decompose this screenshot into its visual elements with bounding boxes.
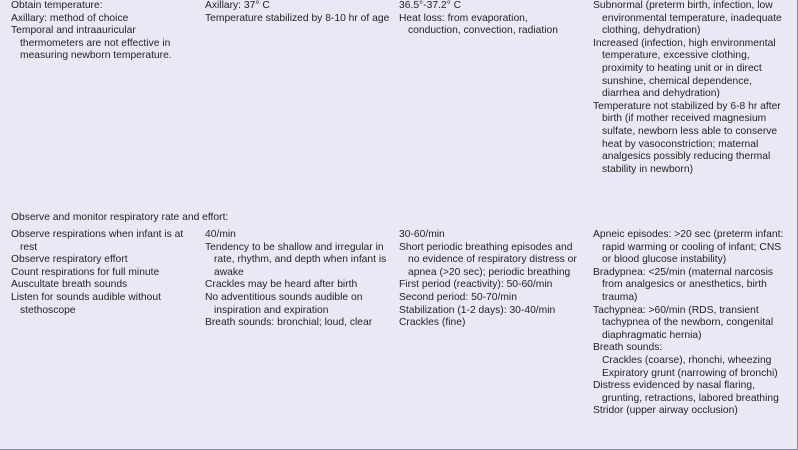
respiration-normal-value: Short periodic breathing episodes and no evidence of respiratory distress or apnea (>20 sec); periodic breathing	[399, 241, 577, 278]
respiration-deviation: Apneic episodes: >20 sec (preterm infant: rapid warming or cooling of infant; CNS or blood glucose instability)	[593, 229, 784, 266]
temperature-normal-value: 36.5°-37.2° C	[399, 0, 462, 11]
respiration-normal-value: 30-60/min	[399, 229, 445, 240]
respiration-normal-value: Stabilization (1-2 days): 30-40/min	[399, 304, 556, 316]
temperature-deviation: Increased (infection, high environmental temperature, excessive clothing, proximity to heating unit or in direct sunshine, chemical dependence, diarrhea and dehydration)	[593, 37, 776, 100]
respiration-deviation: Distress evidenced by nasal flaring, grunting, retractions, labored breathing	[593, 380, 779, 404]
respiration-deviation: Tachypnea: >60/min (RDS, transient tachypnea of the newborn, congenital diaphragmatic hernia)	[593, 304, 774, 341]
respiration-assessment-item: Auscultate breath sounds	[11, 279, 128, 291]
respiration-normal-value: Second period: 50-70/min	[399, 291, 517, 303]
temperature-assessment-column	[11, 0, 196, 63]
temperature-finding: Axillary: 37° C	[205, 0, 270, 11]
temperature-deviations-column	[593, 0, 788, 176]
respiration-assessment-item: Count respirations for full minute	[11, 266, 160, 278]
respiration-finding: No adventitious sounds audible on inspiration and expiration	[205, 291, 363, 316]
respiration-deviation-subitem: Expiratory grunt (narrowing of bronchi)	[602, 367, 778, 379]
respiration-deviation: Breath sounds:	[593, 342, 663, 354]
respiration-normal-value: First period (reactivity): 50-60/min	[399, 279, 553, 291]
respiration-deviation: Stridor (upper airway occlusion)	[593, 405, 738, 417]
respiration-assessment-item: Observe respiratory effort	[11, 254, 128, 266]
respiration-normal-value: Crackles (fine)	[399, 317, 466, 329]
temperature-findings-column	[205, 0, 390, 25]
respiration-assessment-column	[11, 229, 196, 317]
respiration-finding: 40/min	[205, 229, 236, 240]
respiration-normal-column	[399, 229, 577, 330]
temperature-normal-column	[399, 0, 577, 38]
temperature-assessment-item: Temporal and intraauricular thermometers are not effective in measuring newborn temperature.	[11, 25, 172, 62]
respiration-deviation: Bradypnea: <25/min (maternal narcosis from analgesics or anesthetics, birth trauma)	[593, 266, 773, 303]
respiration-finding: Breath sounds: bronchial; loud, clear	[205, 317, 373, 329]
temperature-assessment-heading: Obtain temperature:	[11, 0, 103, 11]
respiration-assessment-item: Observe respirations when infant is at rest	[11, 229, 184, 253]
temperature-assessment-item: Axillary: method of choice	[11, 12, 129, 24]
respiration-finding: Tendency to be shallow and irregular in rate, rhythm, and depth when infant is awake	[205, 241, 387, 278]
temperature-finding: Temperature stabilized by 8-10 hr of age	[205, 12, 390, 24]
temperature-deviation: Subnormal (preterm birth, infection, low environmental temperature, inadequate clothing, dehydration)	[593, 0, 782, 37]
respiration-findings-column	[205, 229, 390, 330]
respiration-finding: Crackles may be heard after birth	[205, 279, 358, 291]
respiration-heading: Observe and monitor respiratory rate and effort:	[11, 212, 229, 223]
respiration-deviations-column	[593, 229, 788, 418]
temperature-deviation: Temperature not stabilized by 6-8 hr after birth (if mother received magnesium sulfate, newborn less able to conserve heat by vasoconstriction; maternal analgesics possibly reducing thermal stability in newborn)	[593, 100, 781, 175]
respiration-assessment-item: Listen for sounds audible without stethoscope	[11, 291, 161, 316]
temperature-normal-value: Heat loss: from evaporation, conduction, convection, radiation	[399, 12, 558, 37]
respiration-deviation-subitem: Crackles (coarse), rhonchi, wheezing	[602, 354, 772, 366]
